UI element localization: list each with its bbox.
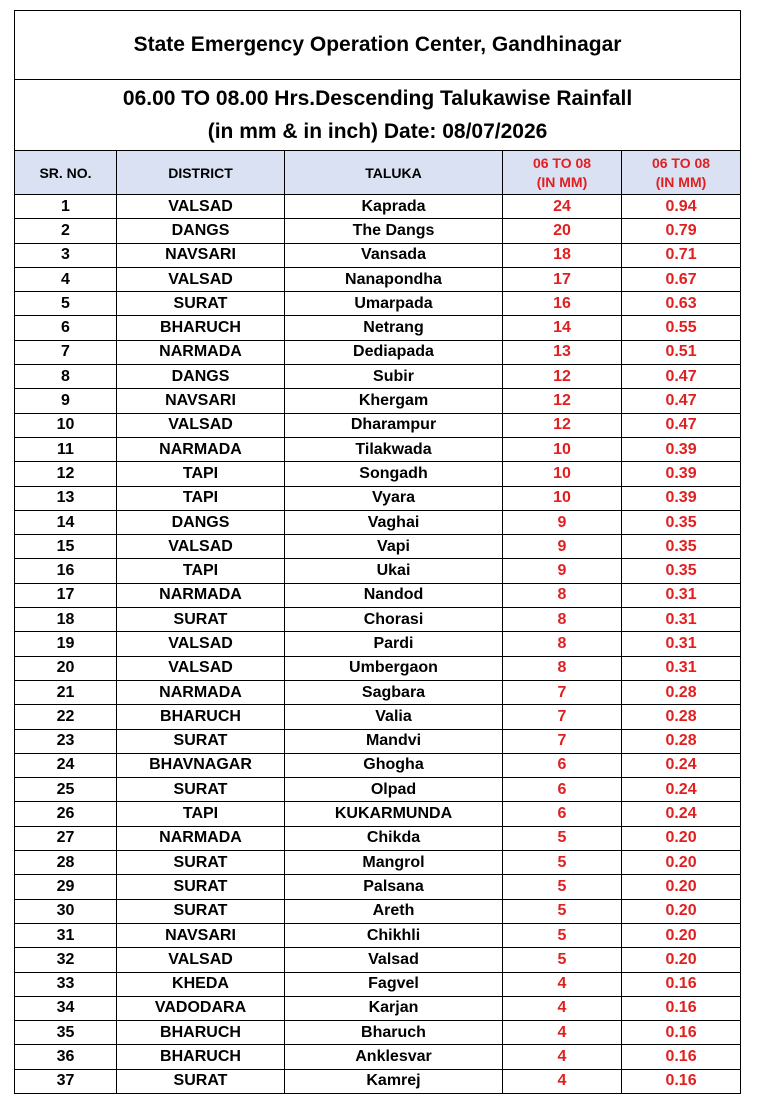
cell-sr-no: 1 bbox=[15, 195, 117, 219]
cell-district: SURAT bbox=[117, 292, 285, 316]
cell-district: BHARUCH bbox=[117, 1021, 285, 1045]
cell-rainfall-inch: 0.16 bbox=[622, 1069, 741, 1093]
cell-sr-no: 12 bbox=[15, 462, 117, 486]
cell-rainfall-mm: 4 bbox=[503, 1069, 622, 1093]
cell-sr-no: 13 bbox=[15, 486, 117, 510]
cell-district: TAPI bbox=[117, 462, 285, 486]
cell-rainfall-inch: 0.39 bbox=[622, 437, 741, 461]
cell-taluka: Nanapondha bbox=[285, 267, 503, 291]
cell-taluka: Netrang bbox=[285, 316, 503, 340]
cell-rainfall-mm: 4 bbox=[503, 1021, 622, 1045]
cell-rainfall-inch: 0.28 bbox=[622, 729, 741, 753]
cell-rainfall-inch: 0.39 bbox=[622, 462, 741, 486]
cell-rainfall-mm: 4 bbox=[503, 972, 622, 996]
cell-rainfall-inch: 0.16 bbox=[622, 1021, 741, 1045]
cell-rainfall-mm: 13 bbox=[503, 340, 622, 364]
cell-rainfall-mm: 8 bbox=[503, 656, 622, 680]
cell-sr-no: 23 bbox=[15, 729, 117, 753]
cell-rainfall-mm: 5 bbox=[503, 899, 622, 923]
cell-rainfall-mm: 7 bbox=[503, 680, 622, 704]
cell-taluka: Songadh bbox=[285, 462, 503, 486]
cell-rainfall-mm: 9 bbox=[503, 510, 622, 534]
cell-rainfall-inch: 0.31 bbox=[622, 583, 741, 607]
table-row bbox=[15, 195, 741, 219]
cell-rainfall-inch: 0.47 bbox=[622, 365, 741, 389]
report-subtitle bbox=[15, 80, 741, 151]
cell-taluka: Dharampur bbox=[285, 413, 503, 437]
cell-taluka: Valsad bbox=[285, 948, 503, 972]
cell-sr-no: 5 bbox=[15, 292, 117, 316]
cell-rainfall-inch: 0.55 bbox=[622, 316, 741, 340]
cell-district: VALSAD bbox=[117, 267, 285, 291]
cell-sr-no: 14 bbox=[15, 510, 117, 534]
cell-sr-no: 25 bbox=[15, 778, 117, 802]
cell-rainfall-inch: 0.24 bbox=[622, 753, 741, 777]
cell-rainfall-inch: 0.71 bbox=[622, 243, 741, 267]
cell-taluka: Nandod bbox=[285, 583, 503, 607]
cell-district: SURAT bbox=[117, 899, 285, 923]
table-row bbox=[15, 899, 741, 923]
table-row bbox=[15, 389, 741, 413]
cell-taluka: Dediapada bbox=[285, 340, 503, 364]
cell-sr-no: 37 bbox=[15, 1069, 117, 1093]
cell-rainfall-inch: 0.28 bbox=[622, 705, 741, 729]
table-row bbox=[15, 1069, 741, 1093]
cell-district: NAVSARI bbox=[117, 923, 285, 947]
header-taluka: TALUKA bbox=[285, 151, 503, 195]
cell-rainfall-mm: 9 bbox=[503, 535, 622, 559]
cell-taluka: Vyara bbox=[285, 486, 503, 510]
cell-rainfall-mm: 14 bbox=[503, 316, 622, 340]
cell-rainfall-mm: 5 bbox=[503, 875, 622, 899]
cell-rainfall-mm: 24 bbox=[503, 195, 622, 219]
report-title: State Emergency Operation Center, Gandhinagar bbox=[15, 11, 741, 80]
header-inch-line-2: (IN MM) bbox=[655, 173, 707, 190]
cell-taluka: Valia bbox=[285, 705, 503, 729]
cell-district: VALSAD bbox=[117, 656, 285, 680]
cell-sr-no: 27 bbox=[15, 826, 117, 850]
cell-sr-no: 31 bbox=[15, 923, 117, 947]
cell-district: NARMADA bbox=[117, 437, 285, 461]
cell-rainfall-inch: 0.79 bbox=[622, 219, 741, 243]
cell-taluka: Vapi bbox=[285, 535, 503, 559]
cell-taluka: Anklesvar bbox=[285, 1045, 503, 1069]
cell-taluka: Umbergaon bbox=[285, 656, 503, 680]
cell-rainfall-mm: 5 bbox=[503, 923, 622, 947]
cell-sr-no: 15 bbox=[15, 535, 117, 559]
cell-rainfall-mm: 9 bbox=[503, 559, 622, 583]
cell-taluka: Olpad bbox=[285, 778, 503, 802]
cell-rainfall-mm: 18 bbox=[503, 243, 622, 267]
cell-rainfall-inch: 0.20 bbox=[622, 875, 741, 899]
table-row bbox=[15, 413, 741, 437]
cell-rainfall-inch: 0.16 bbox=[622, 1045, 741, 1069]
table-row bbox=[15, 923, 741, 947]
cell-sr-no: 4 bbox=[15, 267, 117, 291]
table-row bbox=[15, 778, 741, 802]
cell-taluka: Palsana bbox=[285, 875, 503, 899]
table-row bbox=[15, 510, 741, 534]
cell-district: DANGS bbox=[117, 510, 285, 534]
cell-rainfall-mm: 12 bbox=[503, 389, 622, 413]
cell-district: BHAVNAGAR bbox=[117, 753, 285, 777]
cell-rainfall-mm: 8 bbox=[503, 583, 622, 607]
table-row bbox=[15, 243, 741, 267]
cell-sr-no: 28 bbox=[15, 851, 117, 875]
cell-taluka: Vaghai bbox=[285, 510, 503, 534]
cell-rainfall-mm: 5 bbox=[503, 851, 622, 875]
table-row bbox=[15, 948, 741, 972]
cell-rainfall-mm: 7 bbox=[503, 705, 622, 729]
cell-rainfall-inch: 0.67 bbox=[622, 267, 741, 291]
cell-taluka: The Dangs bbox=[285, 219, 503, 243]
cell-rainfall-inch: 0.20 bbox=[622, 948, 741, 972]
cell-sr-no: 17 bbox=[15, 583, 117, 607]
table-row bbox=[15, 632, 741, 656]
cell-district: BHARUCH bbox=[117, 1045, 285, 1069]
cell-district: VALSAD bbox=[117, 535, 285, 559]
cell-rainfall-inch: 0.35 bbox=[622, 535, 741, 559]
cell-rainfall-mm: 10 bbox=[503, 462, 622, 486]
cell-sr-no: 2 bbox=[15, 219, 117, 243]
table-row bbox=[15, 462, 741, 486]
table-row bbox=[15, 437, 741, 461]
cell-rainfall-mm: 4 bbox=[503, 996, 622, 1020]
cell-taluka: Chikhli bbox=[285, 923, 503, 947]
cell-district: NARMADA bbox=[117, 680, 285, 704]
table-row bbox=[15, 267, 741, 291]
cell-taluka: Karjan bbox=[285, 996, 503, 1020]
cell-rainfall-mm: 6 bbox=[503, 753, 622, 777]
cell-taluka: Ukai bbox=[285, 559, 503, 583]
subtitle-line-1: 06.00 TO 08.00 Hrs.Descending Talukawise Rainfall bbox=[122, 87, 633, 110]
cell-sr-no: 7 bbox=[15, 340, 117, 364]
header-mm bbox=[503, 151, 622, 195]
cell-district: VADODARA bbox=[117, 996, 285, 1020]
cell-taluka: Khergam bbox=[285, 389, 503, 413]
table-row bbox=[15, 316, 741, 340]
cell-taluka: Chikda bbox=[285, 826, 503, 850]
cell-district: NARMADA bbox=[117, 583, 285, 607]
cell-sr-no: 22 bbox=[15, 705, 117, 729]
header-inch bbox=[622, 151, 741, 195]
cell-rainfall-mm: 12 bbox=[503, 365, 622, 389]
cell-rainfall-inch: 0.24 bbox=[622, 778, 741, 802]
cell-district: SURAT bbox=[117, 875, 285, 899]
cell-rainfall-inch: 0.20 bbox=[622, 923, 741, 947]
cell-sr-no: 10 bbox=[15, 413, 117, 437]
cell-district: BHARUCH bbox=[117, 705, 285, 729]
cell-taluka: Subir bbox=[285, 365, 503, 389]
cell-rainfall-inch: 0.35 bbox=[622, 559, 741, 583]
rainfall-table bbox=[14, 10, 741, 1094]
table-row bbox=[15, 340, 741, 364]
header-sr-no: SR. NO. bbox=[15, 151, 117, 195]
table-row bbox=[15, 608, 741, 632]
cell-rainfall-mm: 8 bbox=[503, 608, 622, 632]
cell-rainfall-inch: 0.31 bbox=[622, 608, 741, 632]
cell-rainfall-mm: 10 bbox=[503, 486, 622, 510]
cell-rainfall-mm: 5 bbox=[503, 948, 622, 972]
cell-sr-no: 24 bbox=[15, 753, 117, 777]
table-row bbox=[15, 656, 741, 680]
cell-district: VALSAD bbox=[117, 413, 285, 437]
rainfall-report bbox=[14, 10, 740, 1094]
cell-district: VALSAD bbox=[117, 948, 285, 972]
cell-rainfall-inch: 0.20 bbox=[622, 899, 741, 923]
cell-taluka: Tilakwada bbox=[285, 437, 503, 461]
header-mm-line-2: (IN MM) bbox=[536, 173, 588, 190]
cell-district: SURAT bbox=[117, 778, 285, 802]
cell-sr-no: 21 bbox=[15, 680, 117, 704]
cell-district: DANGS bbox=[117, 365, 285, 389]
cell-rainfall-inch: 0.28 bbox=[622, 680, 741, 704]
cell-sr-no: 19 bbox=[15, 632, 117, 656]
cell-taluka: KUKARMUNDA bbox=[285, 802, 503, 826]
cell-district: SURAT bbox=[117, 729, 285, 753]
cell-district: DANGS bbox=[117, 219, 285, 243]
cell-sr-no: 18 bbox=[15, 608, 117, 632]
cell-sr-no: 35 bbox=[15, 1021, 117, 1045]
cell-district: TAPI bbox=[117, 802, 285, 826]
cell-rainfall-inch: 0.35 bbox=[622, 510, 741, 534]
cell-rainfall-inch: 0.20 bbox=[622, 826, 741, 850]
cell-rainfall-inch: 0.47 bbox=[622, 389, 741, 413]
cell-district: NAVSARI bbox=[117, 243, 285, 267]
cell-taluka: Sagbara bbox=[285, 680, 503, 704]
cell-rainfall-mm: 5 bbox=[503, 826, 622, 850]
cell-taluka: Bharuch bbox=[285, 1021, 503, 1045]
cell-district: TAPI bbox=[117, 559, 285, 583]
cell-taluka: Kamrej bbox=[285, 1069, 503, 1093]
cell-rainfall-inch: 0.47 bbox=[622, 413, 741, 437]
cell-taluka: Fagvel bbox=[285, 972, 503, 996]
cell-district: KHEDA bbox=[117, 972, 285, 996]
cell-rainfall-inch: 0.39 bbox=[622, 486, 741, 510]
cell-taluka: Umarpada bbox=[285, 292, 503, 316]
cell-rainfall-mm: 10 bbox=[503, 437, 622, 461]
cell-sr-no: 11 bbox=[15, 437, 117, 461]
header-district: DISTRICT bbox=[117, 151, 285, 195]
cell-rainfall-inch: 0.31 bbox=[622, 656, 741, 680]
cell-taluka: Mandvi bbox=[285, 729, 503, 753]
cell-taluka: Chorasi bbox=[285, 608, 503, 632]
cell-sr-no: 32 bbox=[15, 948, 117, 972]
table-row bbox=[15, 705, 741, 729]
cell-rainfall-mm: 6 bbox=[503, 778, 622, 802]
cell-district: SURAT bbox=[117, 608, 285, 632]
cell-rainfall-inch: 0.51 bbox=[622, 340, 741, 364]
table-row bbox=[15, 753, 741, 777]
table-row bbox=[15, 486, 741, 510]
cell-rainfall-mm: 6 bbox=[503, 802, 622, 826]
cell-rainfall-inch: 0.16 bbox=[622, 972, 741, 996]
subtitle-row bbox=[15, 80, 741, 151]
table-row bbox=[15, 851, 741, 875]
table-row bbox=[15, 826, 741, 850]
cell-rainfall-inch: 0.24 bbox=[622, 802, 741, 826]
table-row bbox=[15, 365, 741, 389]
cell-rainfall-mm: 17 bbox=[503, 267, 622, 291]
table-row bbox=[15, 292, 741, 316]
subtitle-line-2: (in mm & in inch) Date: 08/07/2026 bbox=[207, 120, 548, 143]
cell-district: SURAT bbox=[117, 1069, 285, 1093]
cell-district: VALSAD bbox=[117, 195, 285, 219]
cell-rainfall-mm: 16 bbox=[503, 292, 622, 316]
table-row bbox=[15, 583, 741, 607]
cell-taluka: Vansada bbox=[285, 243, 503, 267]
cell-rainfall-inch: 0.20 bbox=[622, 851, 741, 875]
table-row bbox=[15, 972, 741, 996]
cell-sr-no: 20 bbox=[15, 656, 117, 680]
cell-taluka: Mangrol bbox=[285, 851, 503, 875]
cell-district: NAVSARI bbox=[117, 389, 285, 413]
cell-rainfall-mm: 8 bbox=[503, 632, 622, 656]
cell-district: NARMADA bbox=[117, 826, 285, 850]
header-mm-line-1: 06 TO 08 bbox=[532, 154, 592, 171]
cell-sr-no: 26 bbox=[15, 802, 117, 826]
cell-sr-no: 36 bbox=[15, 1045, 117, 1069]
cell-district: TAPI bbox=[117, 486, 285, 510]
table-body bbox=[15, 195, 741, 1094]
table-row bbox=[15, 219, 741, 243]
cell-district: VALSAD bbox=[117, 632, 285, 656]
cell-sr-no: 29 bbox=[15, 875, 117, 899]
cell-sr-no: 6 bbox=[15, 316, 117, 340]
cell-sr-no: 16 bbox=[15, 559, 117, 583]
cell-rainfall-inch: 0.16 bbox=[622, 996, 741, 1020]
column-header-row bbox=[15, 151, 741, 195]
cell-district: NARMADA bbox=[117, 340, 285, 364]
cell-sr-no: 8 bbox=[15, 365, 117, 389]
table-row bbox=[15, 996, 741, 1020]
cell-rainfall-mm: 7 bbox=[503, 729, 622, 753]
cell-sr-no: 3 bbox=[15, 243, 117, 267]
header-inch-line-1: 06 TO 08 bbox=[651, 154, 711, 171]
cell-rainfall-inch: 0.31 bbox=[622, 632, 741, 656]
cell-rainfall-mm: 4 bbox=[503, 1045, 622, 1069]
cell-sr-no: 34 bbox=[15, 996, 117, 1020]
cell-rainfall-mm: 12 bbox=[503, 413, 622, 437]
table-row bbox=[15, 802, 741, 826]
table-row bbox=[15, 729, 741, 753]
cell-sr-no: 33 bbox=[15, 972, 117, 996]
table-row bbox=[15, 535, 741, 559]
cell-rainfall-inch: 0.94 bbox=[622, 195, 741, 219]
cell-taluka: Kaprada bbox=[285, 195, 503, 219]
cell-taluka: Areth bbox=[285, 899, 503, 923]
table-row bbox=[15, 1021, 741, 1045]
cell-sr-no: 9 bbox=[15, 389, 117, 413]
table-row bbox=[15, 680, 741, 704]
cell-taluka: Pardi bbox=[285, 632, 503, 656]
cell-district: BHARUCH bbox=[117, 316, 285, 340]
table-row bbox=[15, 559, 741, 583]
table-row bbox=[15, 875, 741, 899]
title-row bbox=[15, 11, 741, 80]
cell-taluka: Ghogha bbox=[285, 753, 503, 777]
cell-sr-no: 30 bbox=[15, 899, 117, 923]
cell-rainfall-mm: 20 bbox=[503, 219, 622, 243]
cell-district: SURAT bbox=[117, 851, 285, 875]
table-row bbox=[15, 1045, 741, 1069]
cell-rainfall-inch: 0.63 bbox=[622, 292, 741, 316]
